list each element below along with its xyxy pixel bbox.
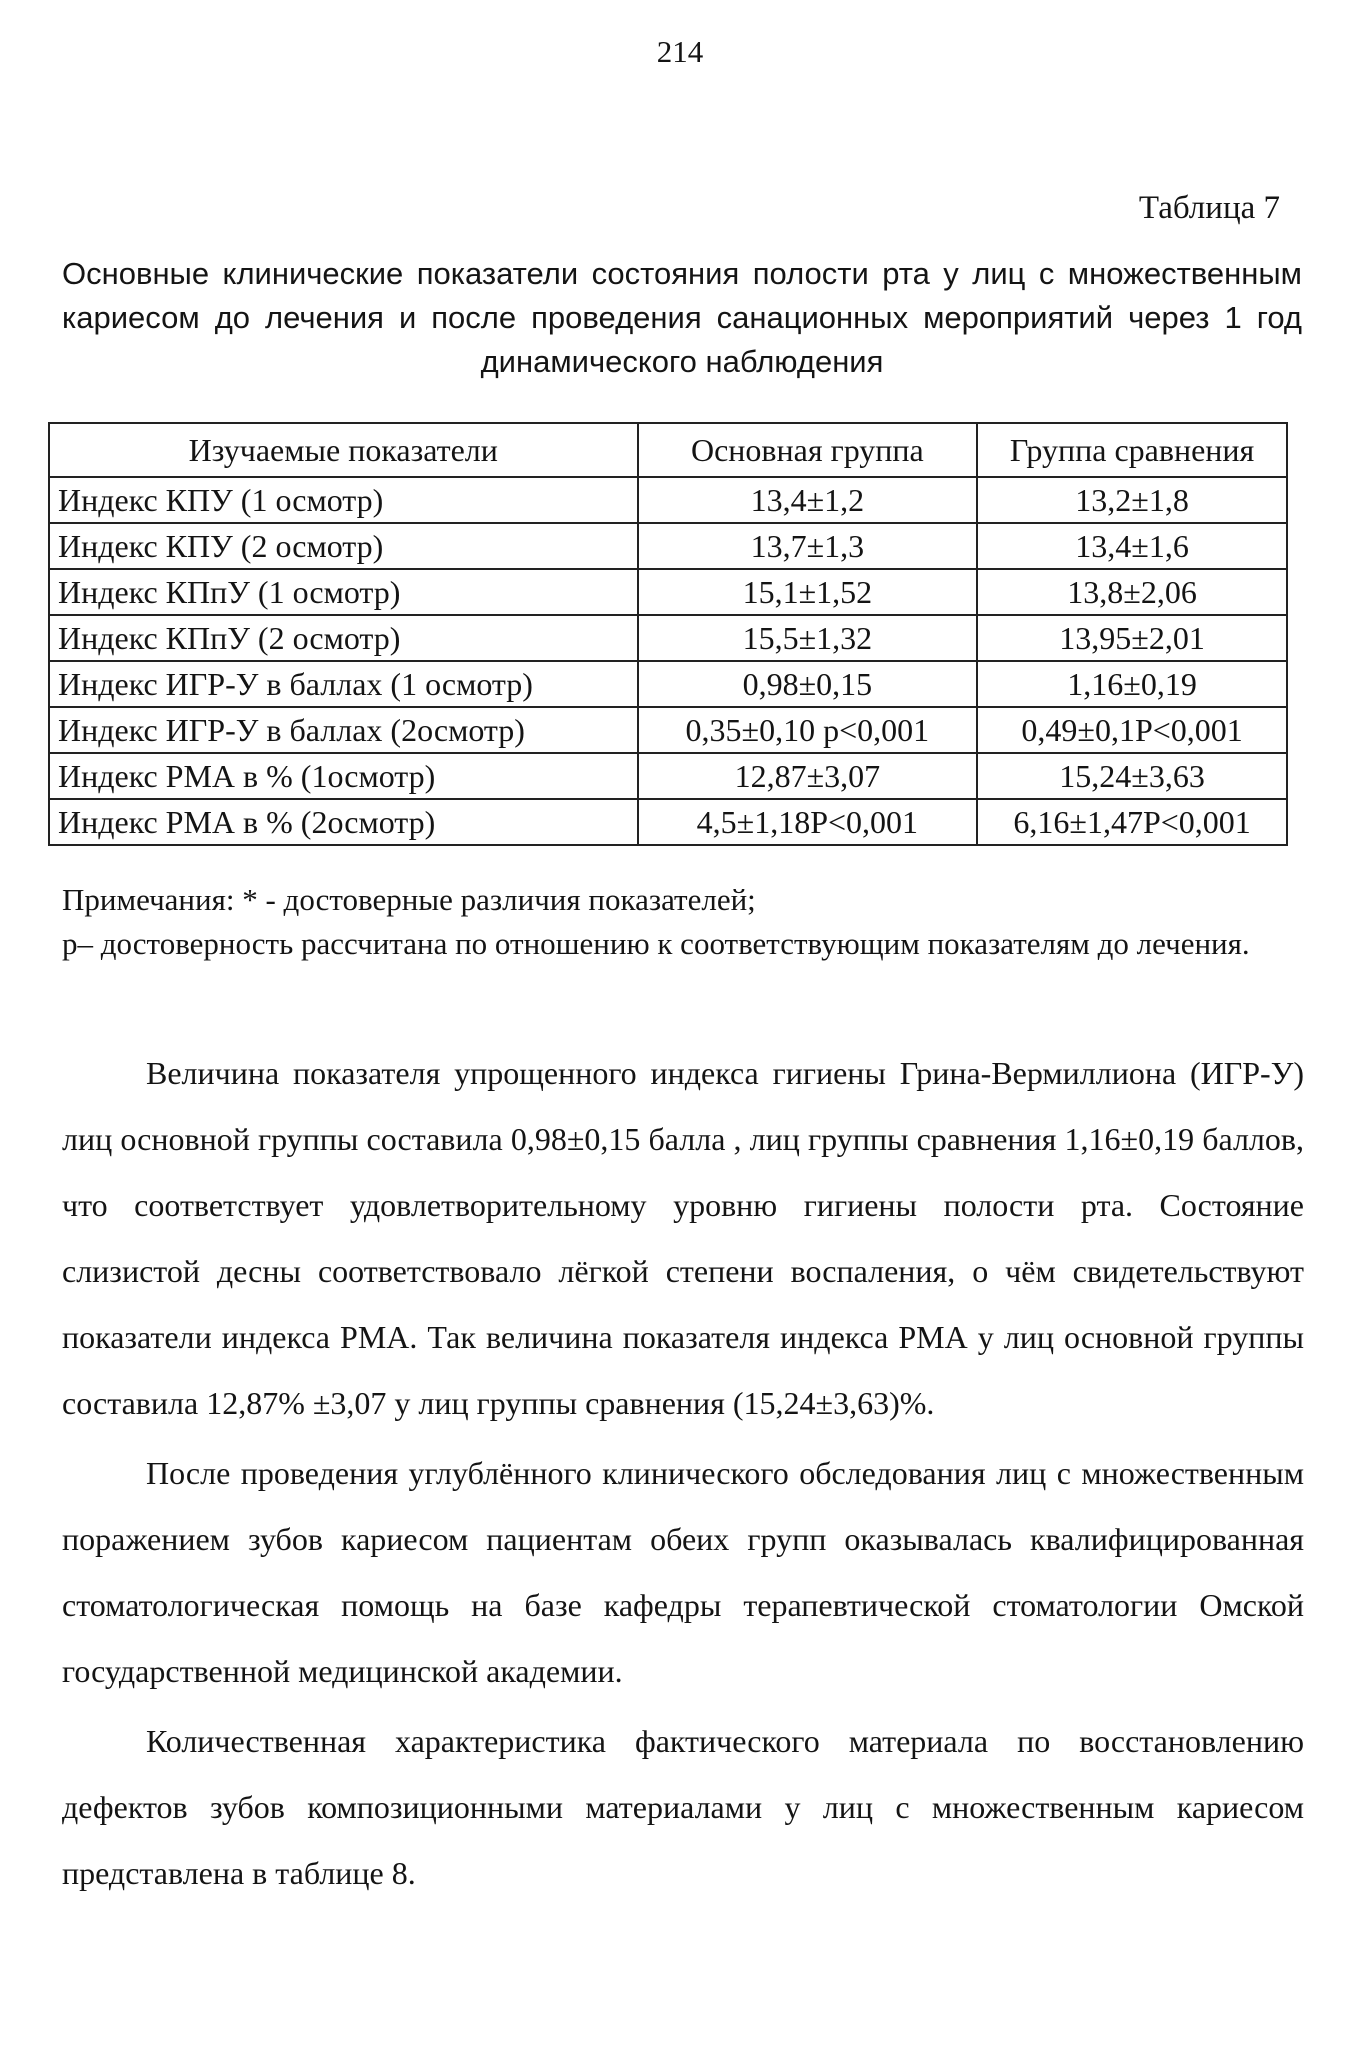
table-row [49, 707, 1287, 753]
table-cell-comparison-group: 13,4±1,6 [977, 523, 1287, 569]
table-row [49, 523, 1287, 569]
notes-line-significance: Примечания: * - достоверные различия показателей; [62, 882, 756, 917]
table-cell-main-group: 0,98±0,15 [638, 661, 978, 707]
table-cell-main-group: 15,1±1,52 [638, 569, 978, 615]
table-cell-indicator: Индекс ИГР-У в баллах (2осмотр) [49, 707, 638, 753]
notes-line-p-value: p– достоверность рассчитана по отношению к соответствующим показателям до лечения. [62, 926, 1250, 961]
table-cell-main-group: 15,5±1,32 [638, 615, 978, 661]
table-row [49, 569, 1287, 615]
table-cell-main-group: 13,7±1,3 [638, 523, 978, 569]
table-row [49, 615, 1287, 661]
table-header-row [49, 423, 1287, 477]
table-cell-indicator: Индекс КПУ (2 осмотр) [49, 523, 638, 569]
table-cell-main-group: 0,35±0,10 p<0,001 [638, 707, 978, 753]
table-cell-comparison-group: 1,16±0,19 [977, 661, 1287, 707]
table-cell-indicator: Индекс КПпУ (2 осмотр) [49, 615, 638, 661]
table-cell-indicator: Индекс КПУ (1 осмотр) [49, 477, 638, 523]
table-cell-comparison-group: 13,95±2,01 [977, 615, 1287, 661]
table-cell-main-group: 13,4±1,2 [638, 477, 978, 523]
table-label: Таблица 7 [1138, 190, 1280, 226]
table-cell-main-group: 4,5±1,18P<0,001 [638, 799, 978, 845]
table-row [49, 799, 1287, 845]
table-notes [62, 878, 1302, 966]
table-cell-indicator: Индекс КПпУ (1 осмотр) [49, 569, 638, 615]
table-caption: Основные клинические показатели состояния полости рта у лиц с множественным кариесом до лечения и после проведения санационных мероприятий через 1 год динамического наблюдения [62, 256, 1302, 379]
paragraph: Величина показателя упрощенного индекса гигиены Грина-Вермиллиона (ИГР-У) лиц основной группы составила 0,98±0,15 балла , лиц группы сравнения 1,16±0,19 баллов, что соответствует удовлетворительному уровню гигиены полости рта. Состояние слизистой десны соответствовало лёгкой степени воспаления, о чём свидетельствуют показатели индекса РМА. Так величина показателя индекса РМА у лиц основной группы составила 12,87% ±3,07 у лиц группы сравнения (15,24±3,63)%. [62, 1055, 1304, 1421]
column-header-main-group: Основная группа [638, 423, 978, 477]
table-cell-indicator: Индекс РМА в % (1осмотр) [49, 753, 638, 799]
page-number: 214 [656, 34, 704, 69]
table-row [49, 477, 1287, 523]
table-cell-comparison-group: 0,49±0,1P<0,001 [977, 707, 1287, 753]
table-cell-indicator: Индекс ИГР-У в баллах (1 осмотр) [49, 661, 638, 707]
paragraph: После проведения углублённого клинического обследования лиц с множественным поражением зубов кариесом пациентам обеих групп оказывалась квалифицированная стоматологическая помощь на базе кафедры терапевтической стоматологии Омской государственной медицинской академии. [62, 1455, 1304, 1689]
table-cell-comparison-group: 15,24±3,63 [977, 753, 1287, 799]
column-header-indicator: Изучаемые показатели [49, 423, 638, 477]
table-row [49, 753, 1287, 799]
column-header-comparison-group: Группа сравнения [977, 423, 1287, 477]
table-cell-comparison-group: 13,8±2,06 [977, 569, 1287, 615]
table-cell-indicator: Индекс РМА в % (2осмотр) [49, 799, 638, 845]
paragraph: Количественная характеристика фактического материала по восстановлению дефектов зубов композиционными материалами у лиц с множественным кариесом представлена в таблице 8. [62, 1723, 1304, 1891]
clinical-indicators-table [48, 422, 1288, 846]
table-cell-comparison-group: 13,2±1,8 [977, 477, 1287, 523]
table-cell-comparison-group: 6,16±1,47P<0,001 [977, 799, 1287, 845]
table-row [49, 661, 1287, 707]
table-cell-main-group: 12,87±3,07 [638, 753, 978, 799]
body-text [62, 1040, 1304, 1906]
